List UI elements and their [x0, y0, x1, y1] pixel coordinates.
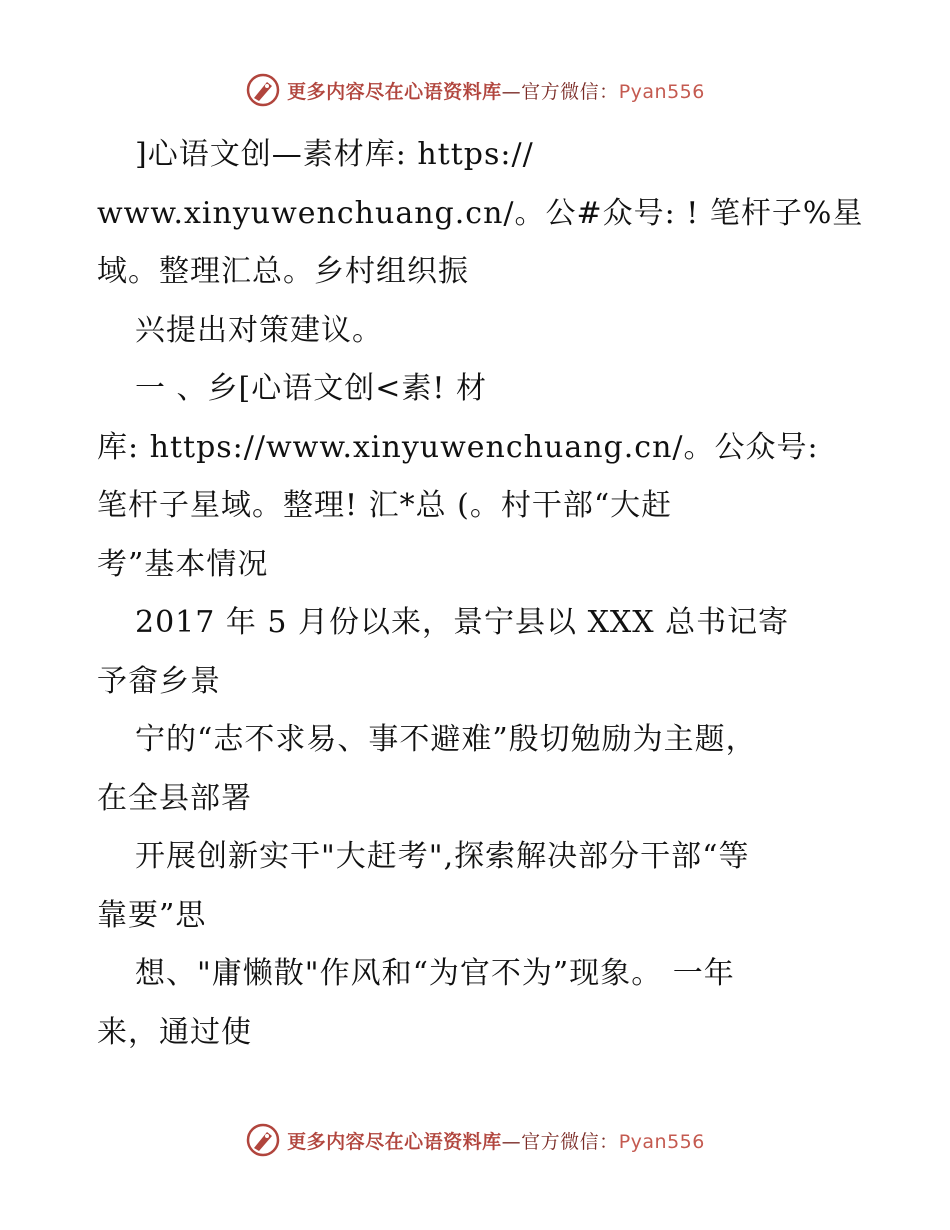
pen-nib-circle-logo-icon [245, 72, 281, 108]
text-line: 一 、乡[心语文创<素! 材 [135, 371, 487, 406]
text-line: 笔杆子星域。整理! 汇*总 (。村干部“大赶 [97, 488, 673, 523]
pen-nib-circle-logo-icon [245, 1122, 281, 1158]
text-line: 兴提出对策建议。 [135, 312, 383, 348]
banner-wechat-handle: Pyan556 [618, 1130, 705, 1153]
text-line: 开展创新实干"大赶考",探索解决部分干部“等 [135, 839, 750, 874]
text-line: 考”基本情况 [97, 546, 269, 582]
text-line: 库: https://www.xinyuwenchuang.cn/。公众号: [97, 429, 819, 465]
text-line: 来，通过使 [97, 1014, 252, 1050]
banner-wechat-label: —官方微信： [501, 1130, 619, 1153]
header-banner [0, 68, 950, 112]
banner-wechat-handle: Pyan556 [618, 80, 705, 103]
text-line: 靠要”思 [97, 897, 207, 933]
text-line: 域。整理汇总。乡村组织振 [97, 254, 469, 289]
text-line: 予畲乡景 [97, 663, 221, 699]
banner-text [287, 1127, 705, 1154]
banner-title: 更多内容尽在心语资料库 [287, 1130, 502, 1153]
document-body [97, 126, 864, 1062]
banner-title: 更多内容尽在心语资料库 [287, 80, 502, 103]
text-line: 想、"庸懒散"作风和“为官不为”现象。 一年 [135, 956, 735, 991]
text-line: ]心语文创—素材库: https:// [135, 137, 534, 172]
text-line: 在全县部署 [97, 780, 252, 816]
footer-banner [0, 1118, 950, 1162]
banner-wechat-label: —官方微信： [501, 80, 619, 103]
text-line: 宁的“志不求易、事不避难”殷切勉励为主题， [135, 722, 757, 757]
text-line: www.xinyuwenchuang.cn/。公#众号: ! 笔杆子%星 [97, 195, 864, 231]
text-line: 2017 年 5 月份以来，景宁县以 XXX 总书记寄 [135, 605, 790, 640]
banner-text [287, 77, 705, 104]
